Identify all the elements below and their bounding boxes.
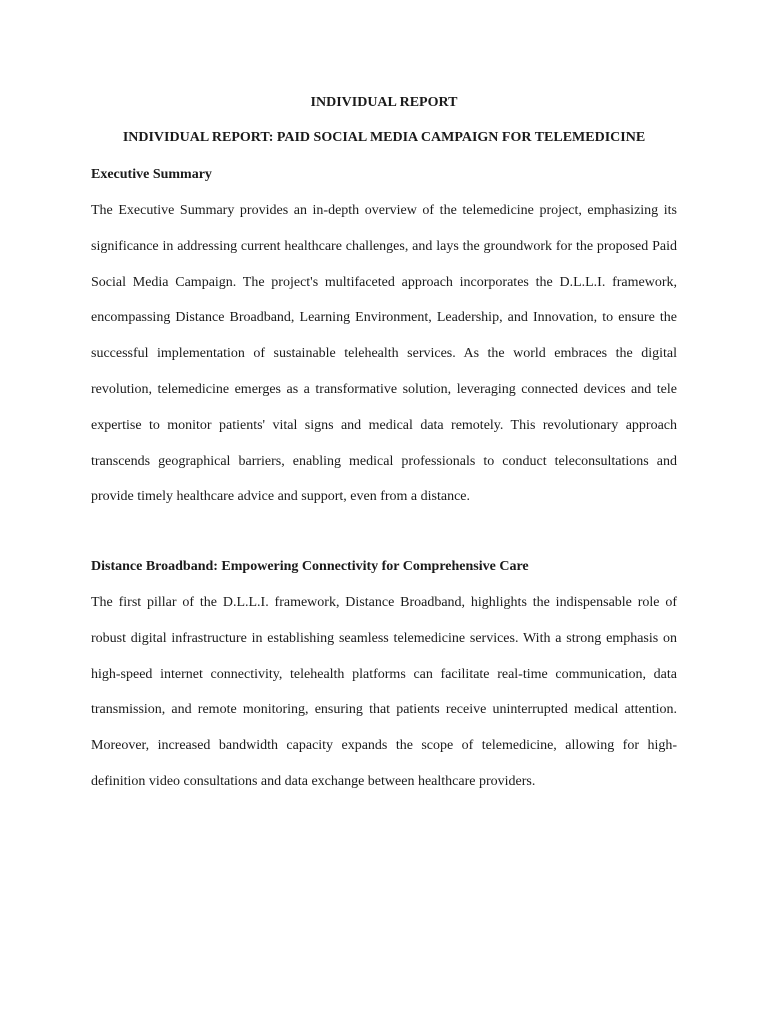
document-subtitle: INDIVIDUAL REPORT: PAID SOCIAL MEDIA CAMPAIGN FOR TELEMEDICINE (122, 130, 646, 145)
section-heading-executive-summary: Executive Summary (91, 167, 212, 182)
section-paragraph-distance-broadband: The first pillar of the D.L.L.I. framework, Distance Broadband, highlights the indispensable role of robust digital infrastructure in establishing seamless telemedicine services. With a strong emphasis on high-speed internet connectivity, telehealth platforms can facilitate real-time communication, data transmission, and remote monitoring, ensuring that patients receive uninterrupted medical attention. Moreover, increased bandwidth capacity expands the scope of telemedicine, allowing for high-definition video consultations and data exchange between healthcare providers. (91, 595, 677, 789)
document-title: INDIVIDUAL REPORT (310, 95, 458, 110)
section-heading-distance-broadband: Distance Broadband: Empowering Connectivity for Comprehensive Care (91, 559, 529, 574)
section-paragraph-executive-summary: The Executive Summary provides an in-depth overview of the telemedicine project, emphasizing its significance in addressing current healthcare challenges, and lays the groundwork for the proposed Paid Social Media Campaign. The project's multifaceted approach incorporates the D.L.L.I. framework, encompassing Distance Broadband, Learning Environment, Leadership, and Innovation, to ensure the successful implementation of sustainable telehealth services. As the world embraces the digital revolution, telemedicine emerges as a transformative solution, leveraging connected devices and tele expertise to monitor patients' vital signs and medical data remotely. This revolutionary approach transcends geographical barriers, enabling medical professionals to conduct teleconsultations and provide timely healthcare advice and support, even from a distance. (91, 203, 677, 505)
